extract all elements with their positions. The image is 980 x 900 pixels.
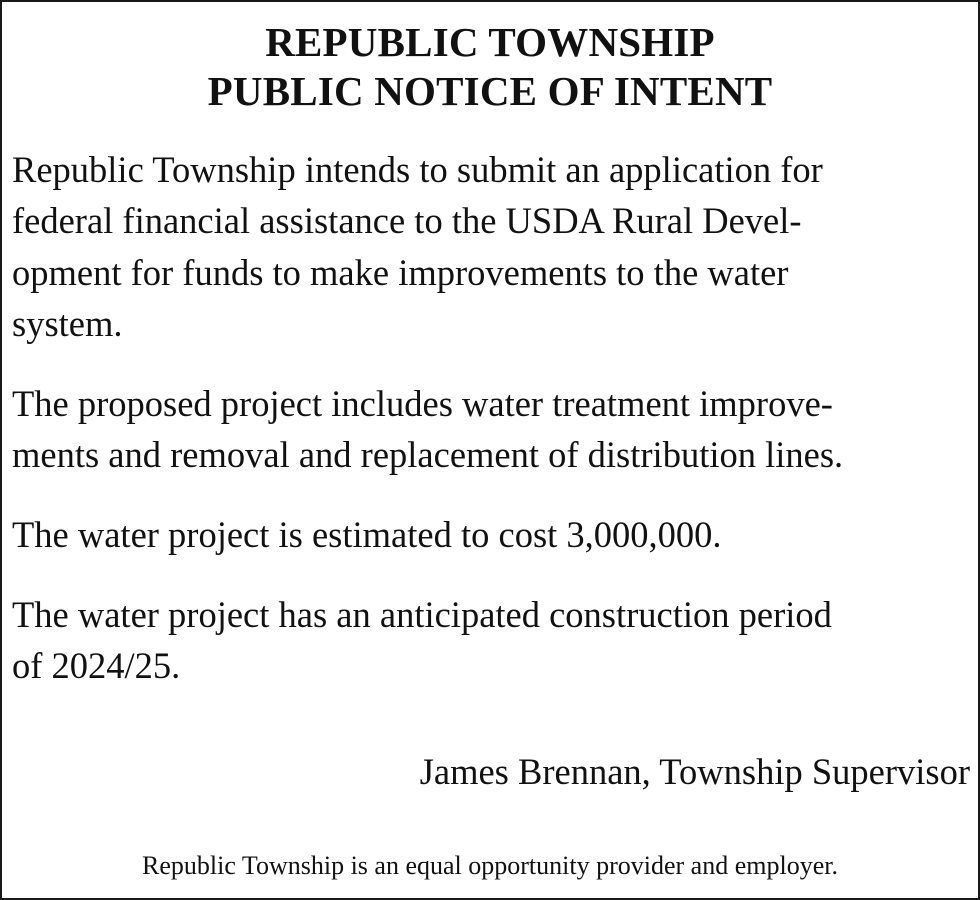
paragraph-line: opment for funds to make improvements to the water (12, 252, 789, 293)
paragraph-line: The proposed project includes water treatment improve- (12, 383, 833, 424)
notice-title-line-2: PUBLIC NOTICE OF INTENT (207, 68, 773, 114)
notice-title-line-1: REPUBLIC TOWNSHIP (265, 19, 715, 65)
paragraph-line: federal financial assistance to the USDA Rural Devel- (12, 200, 802, 241)
signature: James Brennan, Township Supervisor (419, 751, 970, 792)
paragraph-line: Republic Township intends to submit an application for (12, 149, 823, 190)
paragraph-line: The water project has an anticipated construction period (12, 594, 832, 635)
paragraph-line: The water project is estimated to cost 3,000,000. (12, 514, 722, 555)
paragraph-line: of 2024/25. (12, 645, 181, 686)
paragraph-line: system. (12, 303, 123, 344)
equal-opportunity-footer: Republic Township is an equal opportunity provider and employer. (142, 851, 838, 880)
paragraph-line: ments and removal and replacement of distribution lines. (12, 434, 844, 475)
